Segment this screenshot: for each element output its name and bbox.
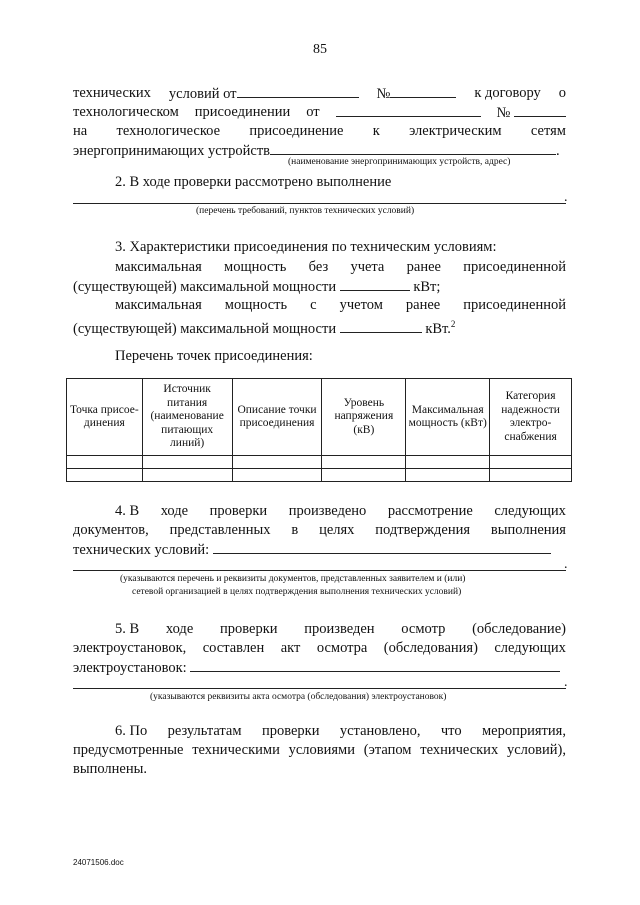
section5-line3: [73, 658, 566, 676]
text-fragment: следующих: [494, 503, 566, 519]
page-number: 85: [313, 42, 327, 57]
text-fragment: №: [496, 103, 565, 121]
table-header-row: [67, 379, 572, 456]
text-fragment: о: [558, 85, 566, 101]
text-fragment: технических: [420, 742, 499, 758]
section4-line3: [73, 540, 566, 558]
text-fragment: присоединенной: [463, 297, 566, 313]
field-caption: (указываются перечень и реквизиты документов, представленных заявителем и (или): [120, 574, 466, 584]
text-fragment: мощность: [224, 259, 287, 275]
blank-line: [213, 540, 551, 554]
blank-line: [340, 277, 410, 291]
para1-line3: [73, 122, 566, 140]
text-fragment: ранее: [406, 259, 441, 275]
text-fragment: максимальная: [115, 259, 202, 275]
blank-line: [73, 570, 566, 571]
table-cell: [406, 456, 490, 469]
text-fragment: представленных: [169, 522, 271, 538]
text-fragment: ходе: [165, 621, 194, 637]
table-cell: [322, 469, 406, 482]
section3-line4: [73, 315, 566, 337]
text-fragment: 4. В: [115, 503, 140, 519]
text-fragment: (существующей) максимальной мощности: [73, 279, 337, 295]
table-cell: [232, 469, 322, 482]
text-fragment: условий),: [506, 742, 566, 758]
text-fragment: проверки: [261, 723, 320, 739]
section6-line1: [115, 722, 566, 740]
text-fragment: акт: [280, 640, 301, 656]
text-fragment: 5. В: [115, 621, 140, 637]
section6-line2: [73, 741, 566, 759]
field-caption: сетевой организацией в целях подтверждения выполнения технических условий): [132, 587, 462, 597]
table-cell: [490, 469, 572, 482]
field-caption: (наименование энергопринимающих устройств, адрес): [288, 157, 511, 167]
section4-line2: [73, 521, 566, 539]
text-fragment: результатам: [167, 723, 242, 739]
text-fragment: установлено,: [339, 723, 421, 739]
blank-line: [73, 203, 566, 204]
text-fragment: документов,: [73, 522, 149, 538]
section3-line2: [73, 277, 566, 295]
text-fragment: к договору: [474, 85, 541, 101]
blank-line: [336, 103, 481, 117]
para1-line4: энергопринимающих устройств .: [73, 143, 560, 159]
text-fragment: подтверждения: [375, 522, 471, 538]
text-fragment: к: [372, 123, 380, 139]
text-fragment: предусмотренные: [73, 742, 184, 758]
text-fragment: условиями: [288, 742, 355, 758]
text-fragment: технологическое: [116, 123, 221, 139]
blank-line: [73, 688, 566, 689]
text-fragment: составлен: [202, 640, 265, 656]
section5-line1: [115, 620, 566, 638]
footnote-mark: 2: [450, 319, 456, 329]
text-fragment: мощность: [224, 297, 288, 313]
section4-line1: [115, 502, 566, 520]
file-name: 24071506.doc: [73, 858, 124, 867]
blank-line: [390, 84, 456, 98]
text-fragment: электрическим: [409, 123, 502, 139]
text-fragment: проверки: [219, 621, 278, 637]
field-caption: (указываются реквизиты акта осмотра (обследования) электроустановок): [150, 692, 447, 702]
text-fragment: произведен: [304, 621, 375, 637]
table-cell: [67, 456, 143, 469]
table-header: Максимальная мощность (кВт): [406, 379, 490, 456]
section3-line3: [115, 296, 566, 314]
text-fragment: присоединение: [249, 123, 344, 139]
text-fragment: условий от: [169, 84, 359, 102]
table-cell: [67, 469, 143, 482]
table-cell: [322, 456, 406, 469]
table-cell: [142, 456, 232, 469]
text-fragment: учетом: [339, 297, 383, 313]
text-fragment: с: [310, 297, 317, 313]
table-header: Описание точки присоединения: [232, 379, 322, 456]
text-fragment: №: [376, 84, 456, 102]
section2-text: 2. В ходе проверки рассмотрено выполнение: [115, 174, 392, 190]
period: .: [564, 675, 568, 690]
text-fragment: выполнения: [490, 522, 566, 538]
text-fragment: осмотра: [316, 640, 368, 656]
section6-line3: выполнены.: [73, 761, 147, 777]
blank-line: [514, 103, 566, 117]
text-fragment: что: [440, 723, 462, 739]
table-header: Категория надежности электро-снабжения: [490, 379, 572, 456]
table-header: Уровень напряжения (кВ): [322, 379, 406, 456]
text-fragment: электроустановок:: [73, 660, 187, 676]
text-fragment: проверки: [209, 503, 268, 519]
text-fragment: технических условий:: [73, 542, 210, 558]
text-fragment: техническими: [192, 742, 280, 758]
text-fragment: следующих: [494, 640, 566, 656]
connection-points-table: [66, 378, 572, 482]
text-fragment: целях: [319, 522, 355, 538]
text-fragment: ходе: [160, 503, 189, 519]
text-fragment: технических: [73, 85, 151, 101]
text-fragment: (существующей) максимальной мощности: [73, 320, 337, 337]
table-header: Точка присое-динения: [67, 379, 143, 456]
section3-line1: [115, 258, 566, 276]
para1-line2: [73, 103, 566, 121]
text-fragment: осмотр: [401, 621, 446, 637]
text-fragment: энергопринимающих устройств: [73, 143, 271, 159]
table-header: Источник питания (наименование питающих линий): [142, 379, 232, 456]
table-cell: [232, 456, 322, 469]
text-fragment: технологическом: [73, 104, 179, 120]
para1-line1: [73, 84, 566, 102]
text-fragment: (обследование): [472, 621, 566, 637]
blank-line: [270, 141, 556, 155]
text-fragment: на: [73, 123, 88, 139]
points-heading: Перечень точек присоединения:: [115, 348, 313, 364]
text-fragment: от: [306, 104, 320, 120]
text-fragment: кВт;: [413, 279, 441, 295]
table-cell: [406, 469, 490, 482]
section5-line2: [73, 639, 566, 657]
text-fragment: присоединении: [194, 104, 291, 120]
text-fragment: максимальная: [115, 297, 202, 313]
period: .: [564, 557, 568, 572]
field-caption: (перечень требований, пунктов технических условий): [196, 206, 415, 216]
blank-line: [340, 319, 422, 333]
text-fragment: без: [308, 259, 329, 275]
text-fragment: (обследования): [383, 640, 478, 656]
section3-heading: 3. Характеристики присоединения по техническим условиям:: [115, 239, 497, 255]
text-fragment: в: [291, 522, 299, 538]
period: .: [564, 190, 568, 205]
text-fragment: (этапом: [363, 742, 412, 758]
blank-line: [190, 658, 560, 672]
text-fragment: кВт.: [425, 320, 451, 337]
text-fragment: 6. По: [115, 723, 148, 739]
text-fragment: мероприятия,: [482, 723, 566, 739]
table-cell: [490, 456, 572, 469]
text-fragment: электроустановок,: [73, 640, 187, 656]
text-fragment: учета: [350, 259, 385, 275]
text-fragment: произведено: [288, 503, 367, 519]
text-fragment: ранее: [405, 297, 441, 313]
blank-line: [237, 84, 359, 98]
table-cell: [142, 469, 232, 482]
table-row: [67, 469, 572, 482]
text-fragment: присоединенной: [463, 259, 566, 275]
table-row: [67, 456, 572, 469]
text-fragment: сетям: [530, 123, 566, 139]
text-fragment: рассмотрение: [387, 503, 473, 519]
